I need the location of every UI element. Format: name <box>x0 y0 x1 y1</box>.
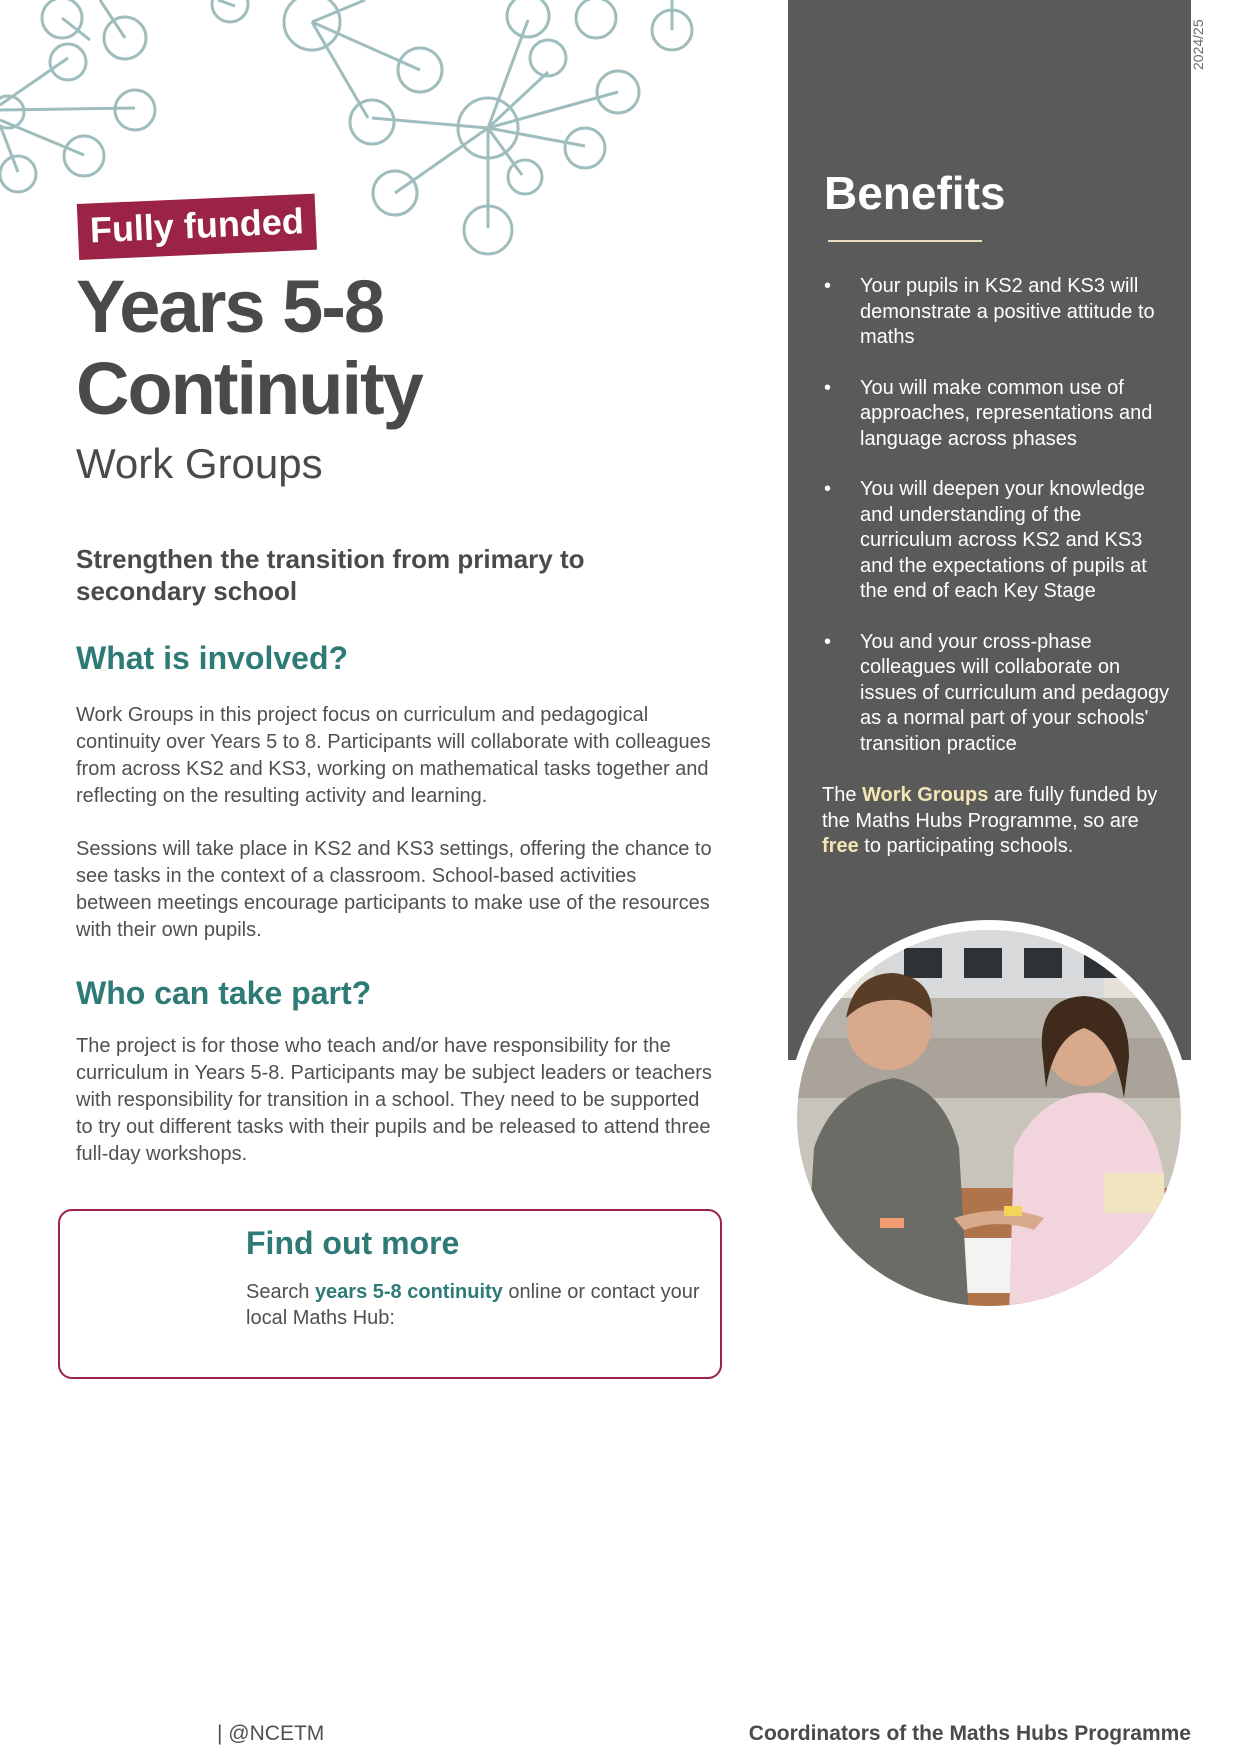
find-out-more-box <box>58 1209 722 1379</box>
who-paragraph: The project is for those who teach and/or have responsibility for the curriculum in Years 5-8. Participants may be subject leaders or teachers with responsibility for transition in a school. They need to be supported to try out different tasks with their pupils and be released to attend three full-day workshops. <box>76 1035 712 1165</box>
benefit-text: You will deepen your knowledge and understanding of the curriculum across KS2 and KS3 and the expectations of pupils at the end of each Key Stage <box>860 478 1147 602</box>
find-out-text <box>246 1279 716 1331</box>
benefit-text: Your pupils in KS2 and KS3 will demonstrate a positive attitude to maths <box>860 275 1155 348</box>
involved-paragraph-2: Sessions will take place in KS2 and KS3 settings, offering the chance to see tasks in the context of a classroom. School-based activities between meetings encourage participants to make use of the resources with their own pupils. <box>76 838 712 941</box>
coordinators-text: Coordinators of the Maths Hubs Programme <box>748 1722 1191 1745</box>
search-term: years 5-8 continuity <box>314 1281 503 1303</box>
find-out-heading: Find out more <box>246 1225 460 1261</box>
funding-note <box>822 783 1172 860</box>
note-text: to participating schools. <box>858 835 1074 857</box>
involved-heading: What is involved? <box>76 640 349 676</box>
note-highlight: free <box>822 835 859 857</box>
list-item <box>824 630 1170 758</box>
find-out-text-before: Search <box>246 1281 315 1303</box>
bullet-icon: • <box>824 376 832 399</box>
benefits-heading: Benefits <box>824 167 1006 219</box>
funded-badge: Fully funded <box>77 194 317 260</box>
note-highlight: Work Groups <box>862 784 989 806</box>
benefits-divider <box>828 240 982 242</box>
bullet-icon: • <box>824 630 832 653</box>
bullet-icon: • <box>824 275 832 297</box>
list-item <box>824 376 1170 453</box>
involved-paragraph-1: Work Groups in this project focus on curriculum and pedagogical continuity over Years 5 to 8. Participants will collaborate with colleagues from across KS2 and KS3, working on mathematical tasks together and reflecting on the resulting activity and learning. <box>76 704 711 807</box>
note-text: The <box>822 784 863 806</box>
year-tag: 2024/25 <box>1190 19 1206 71</box>
page-title <box>76 266 422 430</box>
list-item <box>824 477 1170 605</box>
lead-text: Strengthen the transition from primary to secondary school <box>76 544 585 606</box>
benefits-list <box>824 274 1170 782</box>
twitter-handle: | @NCETM <box>217 1722 325 1745</box>
title-line-1: Years 5-8 <box>76 265 384 348</box>
bullet-icon: • <box>824 478 832 500</box>
who-heading: Who can take part? <box>76 975 372 1011</box>
note-text: are fully funded by the Maths Hubs Programme, so are <box>822 784 1158 832</box>
title-line-2: Continuity <box>76 347 422 430</box>
benefit-text: You and your cross-phase colleagues will collaborate on issues of curriculum and pedagogy as a normal part of your schools' transition practice <box>860 630 1170 755</box>
benefit-text: You will make common use of approaches, representations and language across phases <box>860 376 1153 450</box>
classroom-photo <box>784 918 1194 1318</box>
page-subtitle: Work Groups <box>76 440 323 487</box>
find-out-text-after: online or contact your local Maths Hub: <box>246 1281 700 1329</box>
list-item <box>824 274 1170 351</box>
